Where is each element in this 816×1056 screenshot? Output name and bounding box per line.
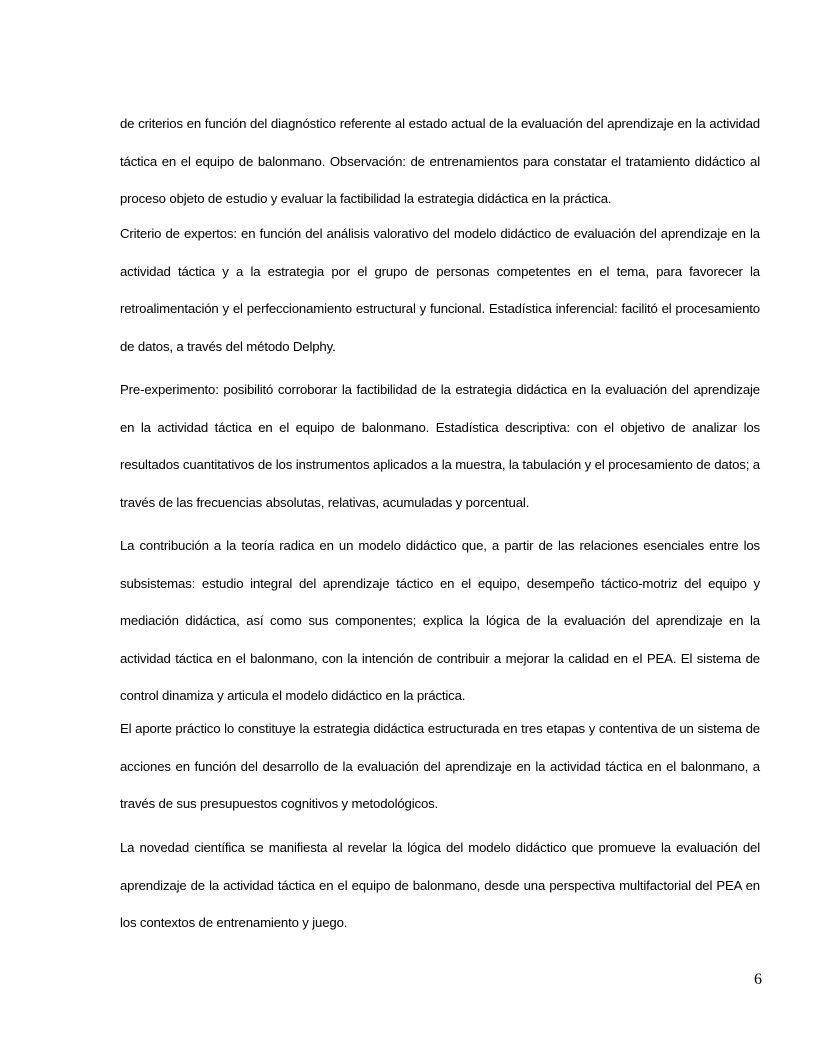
paragraph-pre-experiment: Pre-experimento: posibilitó corroborar la factibilidad de la estrategia didáctica en la evaluación del aprendizaje en la actividad táctica en el equipo de balonmano. Estadística descriptiva: con el objetivo de analizar los resultados cuantitativos de los instrumentos aplicados a la muestra, la tabulación y el procesamiento de datos; a través de las frecuencias absolutas, relativas, acumuladas y porcentual. (120, 382, 760, 510)
page-number: 6 (754, 971, 762, 988)
paragraph-theoretical-contribution: La contribución a la teoría radica en un modelo didáctico que, a partir de las relaciones esenciales entre los subsistemas: estudio integral del aprendizaje táctico en el equipo, desempeño táctico-motriz del equipo y mediación didáctica, así como sus componentes; explica la lógica de la evaluación del aprendizaje en la actividad táctica en el balonmano, con la intención de contribuir a mejorar la calidad en el PEA. El sistema de control dinamiza y articula el modelo didáctico en la práctica. (120, 538, 760, 704)
paragraph-expert-criteria: Criterio de expertos: en función del análisis valorativo del modelo didáctico de evaluación del aprendizaje en la actividad táctica y a la estrategia por el grupo de personas competentes en el tema, para favorecer la retroalimentación y el perfeccionamiento estructural y funcional. Estadística inferencial: facilitó el procesamiento de datos, a través del método Delphy. (120, 226, 760, 354)
paragraph-practical-contribution: El aporte práctico lo constituye la estrategia didáctica estructurada en tres etapas y contentiva de un sistema de acciones en función del desarrollo de la evaluación del aprendizaje en la actividad táctica en el balonmano, a través de sus presupuestos cognitivos y metodológicos. (120, 721, 760, 812)
paragraph-methods-criteria: de criterios en función del diagnóstico referente al estado actual de la evaluación del aprendizaje en la actividad táctica en el equipo de balonmano. Observación: de entrenamientos para constatar el tratamiento didáctico al proceso objeto de estudio y evaluar la factibilidad la estrategia didáctica en la práctica. (120, 116, 760, 207)
paragraph-scientific-novelty: La novedad científica se manifiesta al revelar la lógica del modelo didáctico que promueve la evaluación del aprendizaje de la actividad táctica en el equipo de balonmano, desde una perspectiva multifactorial del PEA en los contextos de entrenamiento y juego. (120, 840, 760, 931)
